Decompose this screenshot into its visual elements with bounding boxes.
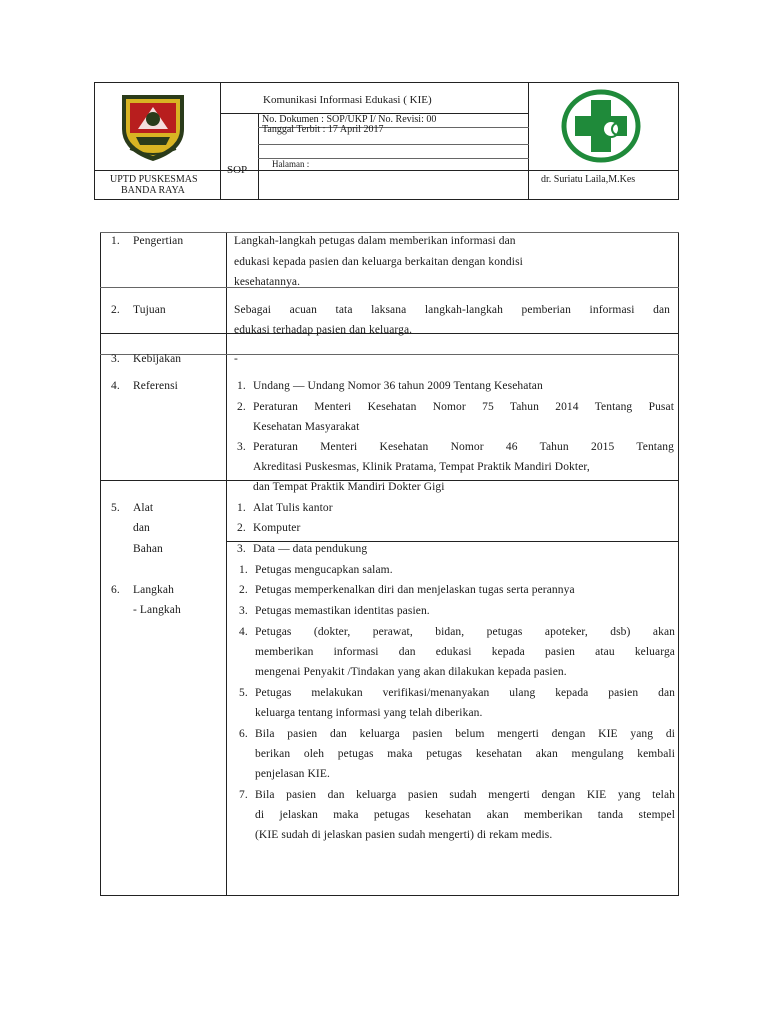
pengertian-line: Langkah-langkah petugas dalam memberikan informasi dan: [234, 235, 516, 247]
section-label-langkah: Langkah: [133, 584, 174, 596]
document-title: Komunikasi Informasi Edukasi ( KIE): [263, 94, 432, 106]
sop-label: SOP: [227, 164, 248, 176]
langkah-item: Petugas (dokter, perawat, bidan, petugas apoteker, dsb) akan: [255, 626, 675, 638]
tujuan-line: edukasi terhadap pasien dan keluarga.: [234, 324, 413, 336]
section-number: 3.: [111, 353, 120, 365]
langkah-item: memberikan informasi dan edukasi kepada pasien atau keluarga: [255, 646, 675, 658]
langkah-item: di jelaskan maka petugas kesehatan akan memberikan tanda stempel: [255, 809, 675, 821]
section-label-langkah-2: - Langkah: [133, 604, 181, 616]
org-name-line2: BANDA RAYA: [121, 185, 185, 196]
langkah-item: Petugas mengucapkan salam.: [255, 564, 393, 576]
langkah-item: keluarga tentang informasi yang telah diberikan.: [255, 707, 483, 719]
pengertian-line: edukasi kepada pasien dan keluarga berkaitan dengan kondisi: [234, 256, 523, 268]
org-name-line1: UPTD PUSKESMAS: [110, 174, 198, 185]
section-label-bahan: Bahan: [133, 543, 163, 555]
section-number: 6.: [111, 584, 120, 596]
no-dokumen: No. Dokumen : SOP/UKP I/ No. Revisi: 00: [262, 114, 437, 125]
langkah-item: Bila pasien dan keluarga pasien sudah mengerti dengan KIE yang telah: [255, 789, 675, 801]
alat-item: Komputer: [253, 522, 301, 534]
list-number: 2.: [237, 522, 246, 534]
list-number: 7.: [239, 789, 248, 801]
list-number: 3.: [237, 543, 246, 555]
list-number: 1.: [237, 502, 246, 514]
section-label-alat: Alat: [133, 502, 154, 514]
section-number: 5.: [111, 502, 120, 514]
halaman-label: Halaman :: [272, 159, 310, 169]
list-number: 3.: [239, 605, 248, 617]
langkah-item: Petugas melakukan verifikasi/menanyakan ulang kepada pasien dan: [255, 687, 675, 699]
langkah-item: Bila pasien dan keluarga pasien belum mengerti dengan KIE yang di: [255, 728, 675, 740]
list-number: 2.: [239, 584, 248, 596]
langkah-item: Petugas memastikan identitas pasien.: [255, 605, 430, 617]
section-label-referensi: Referensi: [133, 380, 178, 392]
tujuan-line: Sebagai acuan tata laksana langkah-langkah pemberian informasi dan: [234, 304, 670, 316]
langkah-item: penjelasan KIE.: [255, 768, 330, 780]
section-label-tujuan: Tujuan: [133, 304, 166, 316]
list-number: 5.: [239, 687, 248, 699]
langkah-item: mengenai Penyakit /Tindakan yang akan dilakukan kepada pasien.: [255, 666, 567, 678]
section-label-pengertian: Pengertian: [133, 235, 184, 247]
referensi-item: Peraturan Menteri Kesehatan Nomor 75 Tahun 2014 Tentang Pusat: [253, 401, 674, 413]
referensi-item: Kesehatan Masyarakat: [253, 421, 360, 433]
langkah-item: berikan oleh petugas maka petugas kesehatan akan mengulang kembali: [255, 748, 675, 760]
referensi-item: Undang — Undang Nomor 36 tahun 2009 Tentang Kesehatan: [253, 380, 543, 392]
pengertian-line: kesehatannya.: [234, 276, 301, 288]
langkah-item: Petugas memperkenalkan diri dan menjelaskan tugas serta perannya: [255, 584, 575, 596]
list-number: 2.: [237, 401, 246, 413]
section-label-kebijakan: Kebijakan: [133, 353, 182, 365]
list-number: 1.: [239, 564, 248, 576]
referensi-item: Peraturan Menteri Kesehatan Nomor 46 Tahun 2015 Tentang: [253, 441, 674, 453]
section-number: 2.: [111, 304, 120, 316]
tanggal-terbit: Tanggal Terbit : 17 April 2017: [262, 124, 384, 135]
signatory-name: dr. Suriatu Laila,M.Kes: [541, 174, 636, 185]
alat-item: Alat Tulis kantor: [253, 502, 333, 514]
government-emblem-icon: [116, 89, 190, 165]
referensi-item: dan Tempat Praktik Mandiri Dokter Gigi: [253, 481, 445, 493]
list-number: 4.: [239, 626, 248, 638]
list-number: 6.: [239, 728, 248, 740]
kebijakan-value: -: [234, 353, 238, 365]
referensi-item: Akreditasi Puskesmas, Klinik Pratama, Tempat Praktik Mandiri Dokter,: [253, 461, 590, 473]
section-label-dan: dan: [133, 522, 150, 534]
list-number: 3.: [237, 441, 246, 453]
langkah-item: (KIE sudah di jelaskan pasien sudah mengerti) di rekam medis.: [255, 829, 553, 841]
alat-item: Data — data pendukung: [253, 543, 368, 555]
section-number: 4.: [111, 380, 120, 392]
health-cross-logo-icon: [560, 88, 642, 164]
list-number: 1.: [237, 380, 246, 392]
section-number: 1.: [111, 235, 120, 247]
